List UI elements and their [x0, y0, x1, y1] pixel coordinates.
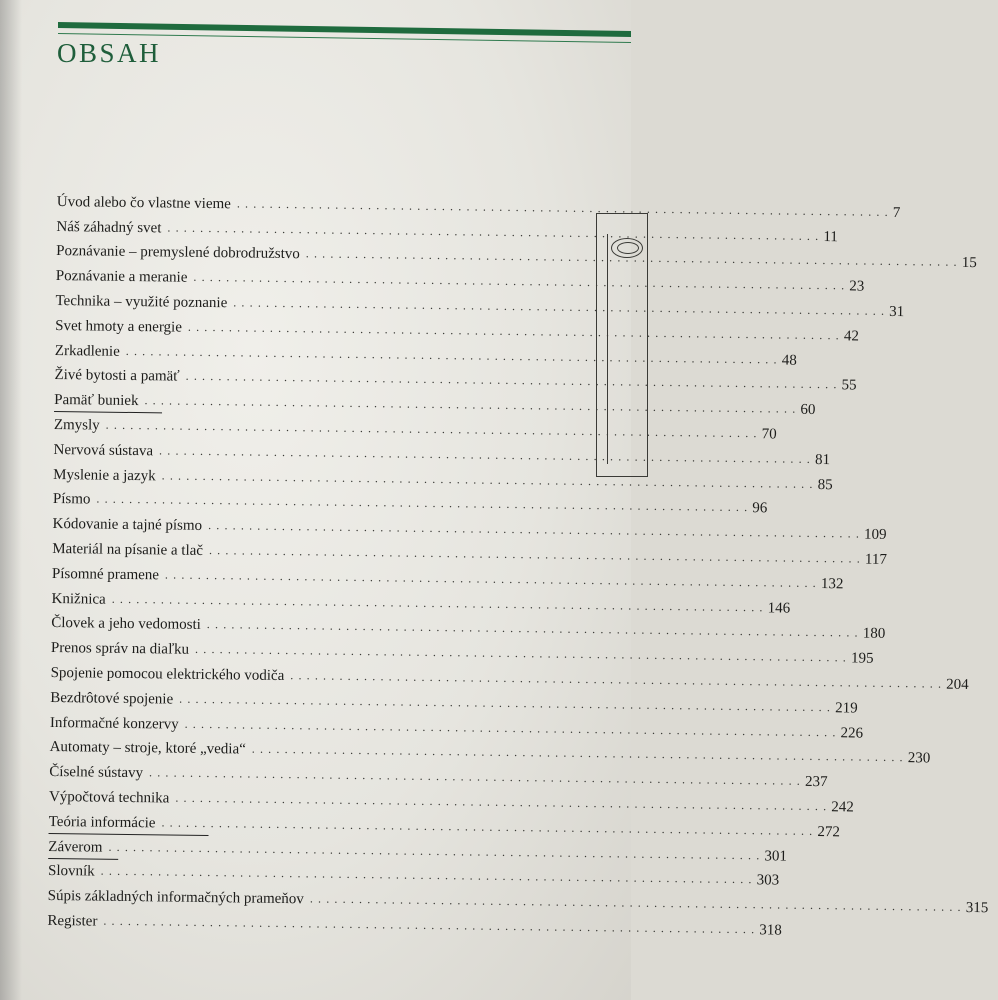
toc-entry-title: Register: [47, 912, 98, 930]
dot-leader: ................................................................................: [144, 393, 801, 416]
dot-leader: ................................................................................: [167, 220, 824, 243]
toc-entry-page-number: 318: [759, 922, 782, 939]
toc-entry-page-number: 226: [840, 724, 864, 742]
toc-entry-page-number: 315: [965, 900, 989, 917]
dot-leader: ................................................................................: [103, 913, 760, 937]
toc-entry-title: Číselné sústavy: [49, 764, 144, 782]
toc-entry-page-number: 272: [817, 823, 841, 841]
dot-leader: ................................................................................: [125, 343, 782, 367]
dot-leader: ................................................................................: [305, 246, 962, 270]
toc-entry-title: Písomné pramene: [51, 565, 160, 584]
toc-entry-page-number: 11: [823, 228, 838, 245]
toc-entry-title: Spojenie pomocou elektrického vodiča: [50, 664, 285, 684]
toc-entry-page-number: 55: [841, 377, 857, 394]
paper-roll-illustration: [607, 234, 646, 464]
toc-entry-title: Výpočtová technika: [48, 788, 170, 807]
toc-entry-page-number: 242: [831, 799, 854, 816]
toc-entry-title: Človek a jeho vedomosti: [51, 615, 201, 634]
toc-entry-title: Knižnica: [51, 590, 106, 608]
dot-leader: ................................................................................: [96, 491, 753, 515]
dot-leader: ................................................................................: [208, 542, 866, 566]
dot-leader: ................................................................................: [105, 417, 762, 441]
toc-entry-page-number: 132: [820, 575, 844, 593]
toc-entry-title: Technika – využité poznanie: [55, 292, 228, 312]
dot-leader: ................................................................................: [236, 196, 893, 219]
dot-leader: ................................................................................: [111, 591, 768, 614]
toc-entry-page-number: 70: [761, 426, 777, 443]
page-gutter-shadow: [0, 0, 22, 1000]
toc-entry-title: Pamäť buniek: [54, 392, 139, 410]
toc-entry-title: Zmysly: [53, 416, 100, 434]
toc-entry-page-number: 303: [756, 872, 780, 889]
dot-leader: ................................................................................: [187, 319, 844, 343]
table-of-contents: [47, 186, 989, 939]
toc-entry-page-number: 31: [889, 303, 905, 321]
toc-entry-page-number: 146: [767, 599, 791, 617]
toc-entry-title: Automaty – stroje, ktoré „vedia“: [49, 739, 246, 758]
dot-leader: ................................................................................: [184, 716, 841, 739]
dot-leader: ................................................................................: [290, 668, 947, 691]
roll-core-illustration: [617, 242, 639, 254]
toc-entry-title: Písmo: [52, 491, 91, 508]
toc-entry-title: Poznávanie – premyslené dobrodružstvo: [56, 243, 300, 263]
dot-leader: ................................................................................: [148, 765, 806, 788]
toc-entry-page-number: 81: [814, 451, 831, 468]
dot-leader: ................................................................................: [161, 467, 818, 491]
toc-entry-title: Myslenie a jazyk: [53, 466, 156, 484]
toc-entry-page-number: 48: [781, 352, 797, 369]
toc-entry-title: Zrkadlenie: [54, 342, 120, 360]
toc-entry-page-number: 237: [804, 773, 828, 791]
toc-entry-title: Prenos správ na diaľku: [50, 640, 190, 658]
toc-entry-title: Kódovanie a tajné písmo: [52, 516, 203, 535]
toc-entry-page-number: 42: [843, 328, 859, 345]
dot-leader: ................................................................................: [233, 295, 890, 318]
toc-entry-page-number: 60: [800, 401, 816, 419]
toc-entry-title: Bezdrôtové spojenie: [50, 689, 174, 708]
toc-entry-title: Nervová sústava: [53, 441, 154, 460]
toc-entry-page-number: 301: [764, 847, 788, 865]
toc-entry-page-number: 23: [849, 278, 865, 295]
toc-entry-title: Náš záhadný svet: [56, 218, 162, 236]
toc-entry-page-number: 180: [862, 625, 886, 643]
dot-leader: ................................................................................: [193, 269, 850, 293]
toc-entry-page-number: 219: [835, 699, 858, 717]
toc-entry-page-number: 117: [864, 551, 888, 568]
toc-entry-page-number: 96: [752, 500, 768, 517]
toc-entry-title: Svet hmoty a energie: [55, 317, 183, 336]
dot-leader: ................................................................................: [208, 518, 865, 541]
dot-leader: ................................................................................: [179, 691, 836, 714]
dot-leader: ................................................................................: [100, 863, 757, 887]
toc-entry-page-number: 204: [946, 676, 969, 693]
toc-entry-title: Živé bytosti a pamäť: [54, 367, 180, 385]
toc-entry-title: Materiál na písanie a tlač: [52, 540, 204, 559]
toc-entry-title: Teória informácie: [48, 813, 156, 832]
dot-leader: ................................................................................: [185, 369, 842, 392]
dot-leader: ................................................................................: [108, 839, 765, 862]
toc-entry-title: Poznávanie a meranie: [55, 268, 188, 286]
dot-leader: ................................................................................: [159, 443, 816, 466]
dot-leader: ................................................................................: [206, 617, 863, 640]
toc-entry-title: Úvod alebo čo vlastne vieme: [56, 193, 232, 213]
side-illustration-frame: [596, 213, 648, 477]
dot-leader: ................................................................................: [175, 790, 832, 814]
toc-entry-title: Záverom: [48, 838, 103, 856]
toc-entry-page-number: 15: [961, 255, 977, 272]
toc-entry-page-number: 109: [863, 526, 887, 544]
dot-leader: ................................................................................: [164, 567, 822, 590]
dot-leader: ................................................................................: [161, 815, 818, 838]
dot-leader: ................................................................................: [251, 741, 908, 765]
toc-entry-page-number: 230: [907, 750, 931, 767]
dot-leader: ................................................................................: [195, 641, 852, 665]
toc-entry-page-number: 7: [892, 204, 901, 221]
dot-leader: ................................................................................: [309, 891, 966, 915]
toc-entry-page-number: 195: [850, 650, 874, 667]
toc-entry-page-number: 85: [817, 476, 833, 493]
toc-entry-title: Informačné konzervy: [49, 714, 179, 733]
toc-entry-title: Súpis základných informačných prameňov: [47, 888, 304, 908]
toc-entry-title: Slovník: [47, 863, 95, 880]
page-title: OBSAH: [57, 38, 162, 68]
